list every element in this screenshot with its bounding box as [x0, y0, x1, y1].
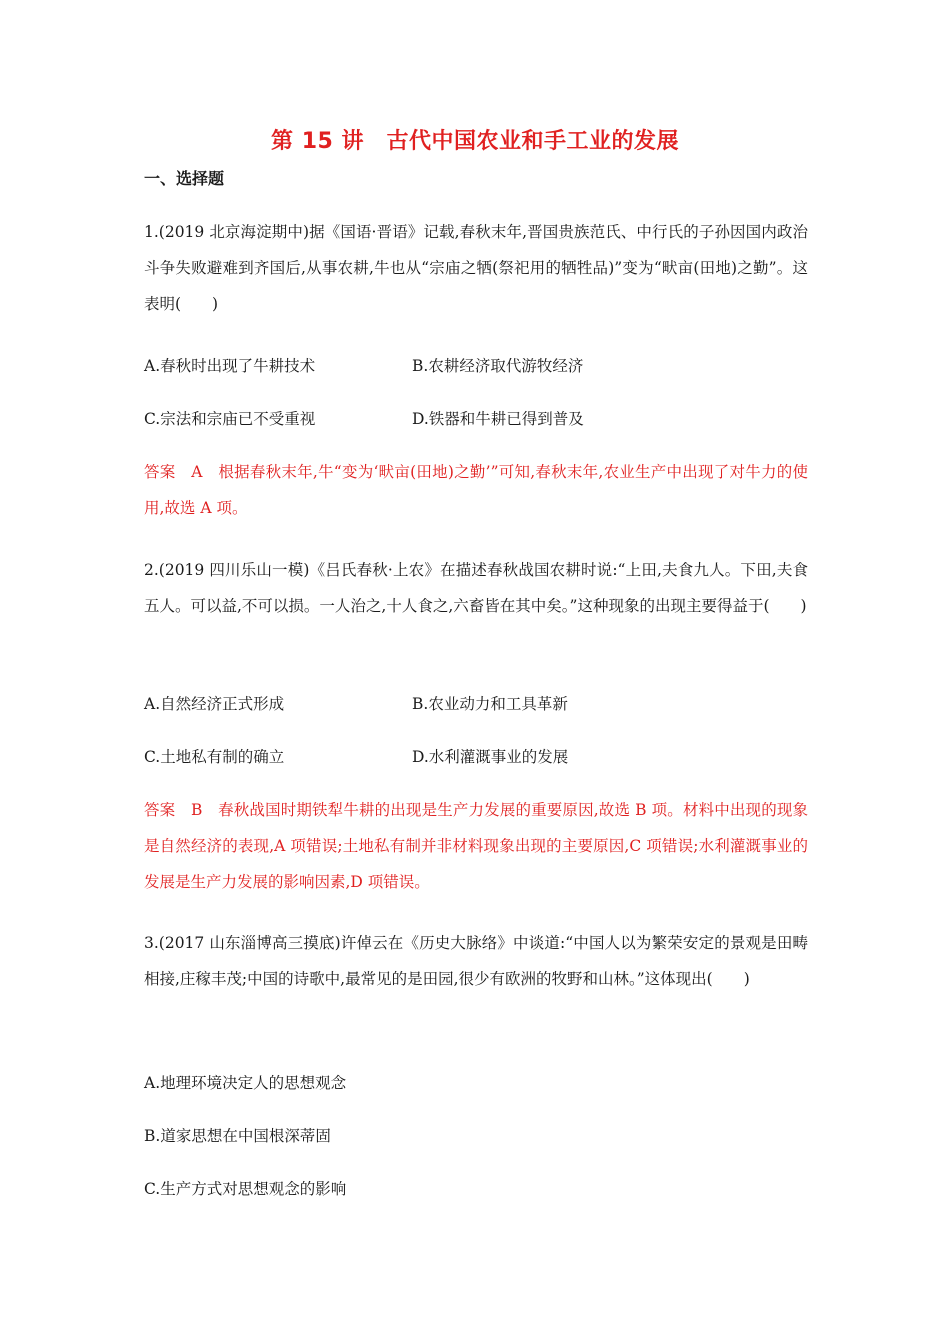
question-2-option-a: A.自然经济正式形成 — [144, 695, 285, 713]
question-1-text: 1.(2019 北京海淀期中)据《国语·晋语》记载,春秋末年,晋国贵族范氏、中行氏的子孙因国内政治斗争失败避难到齐国后,从事农耕,牛也从“宗庙之牺(祭祀用的牺牲品)”变为“畎亩(田地)之勤”。这表明( ) — [144, 223, 808, 313]
question-3-option-c: C.生产方式对思想观念的影响 — [144, 1180, 347, 1198]
question-3-option-b: B.道家思想在中国根深蒂固 — [144, 1127, 331, 1145]
question-1-option-b: B.农耕经济取代游牧经济 — [412, 357, 584, 375]
question-2-option-c: C.土地私有制的确立 — [144, 748, 285, 766]
question-1-option-d: D.铁器和牛耕已得到普及 — [412, 410, 584, 428]
question-2-answer: 答案 B 春秋战国时期铁犁牛耕的出现是生产力发展的重要原因,故选 B 项。材料中出现的现象是自然经济的表现,A 项错误;土地私有制并非材料现象出现的主要原因,C 项错误;水利灌溉事业的发展是生产力发展的影响因素,D 项错误。 — [144, 801, 808, 891]
question-2-option-b: B.农业动力和工具革新 — [412, 695, 568, 713]
question-3-option-a: A.地理环境决定人的思想观念 — [144, 1074, 347, 1092]
question-2-option-d: D.水利灌溉事业的发展 — [412, 748, 569, 766]
question-2-text: 2.(2019 四川乐山一模)《吕氏春秋·上农》在描述春秋战国农耕时说:“上田,夫食九人。下田,夫食五人。可以益,不可以损。一人治之,十人食之,六畜皆在其中矣。”这种现象的出现主要得益于( ) — [144, 561, 808, 615]
section-heading: 一、选择题 — [144, 169, 225, 188]
question-1-option-a: A.春秋时出现了牛耕技术 — [144, 357, 316, 375]
question-1-option-c: C.宗法和宗庙已不受重视 — [144, 410, 316, 428]
question-1-answer: 答案 A 根据春秋末年,牛“变为‘畎亩(田地)之勤’”可知,春秋末年,农业生产中出现了对牛力的使用,故选 A 项。 — [144, 463, 808, 517]
page-title: 第 15 讲 古代中国农业和手工业的发展 — [271, 129, 679, 154]
question-3-text: 3.(2017 山东淄博高三摸底)许倬云在《历史大脉络》中谈道:“中国人以为繁荣安定的景观是田畴相接,庄稼丰茂;中国的诗歌中,最常见的是田园,很少有欧洲的牧野和山林。”这体现出( ) — [144, 934, 808, 988]
